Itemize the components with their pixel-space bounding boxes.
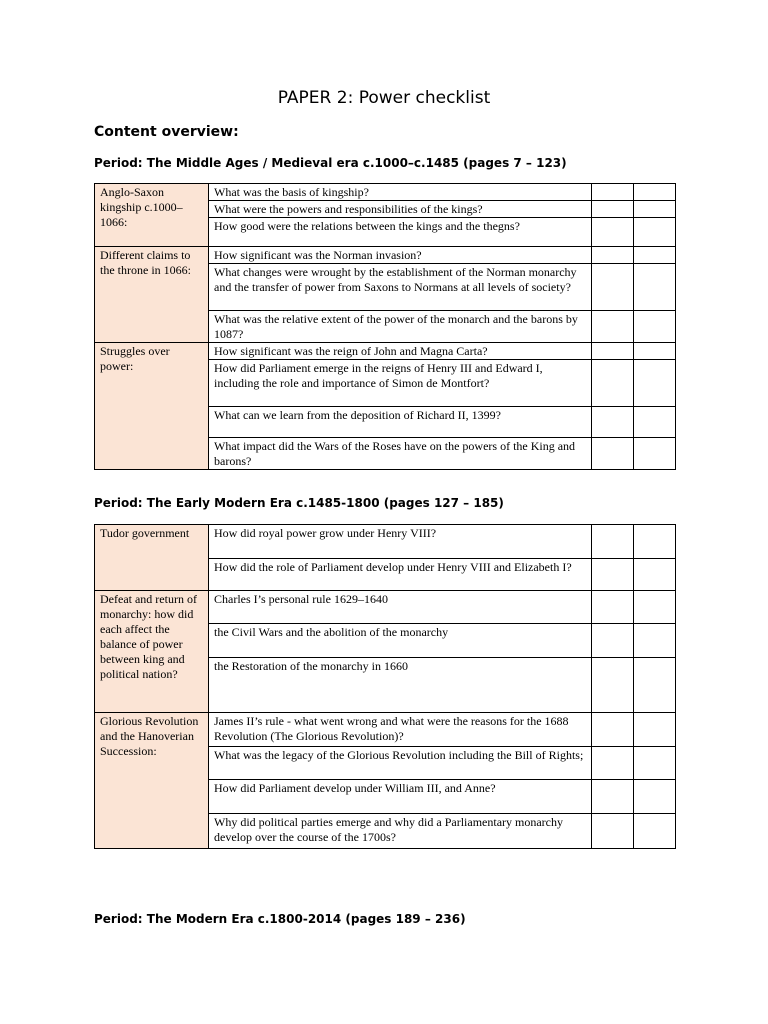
question-cell: What changes were wrought by the establishment of the Norman monarchy and the transfer of power from Saxons to Normans at all levels of society?	[209, 264, 592, 311]
table-row	[95, 247, 676, 264]
period-heading-early-modern: Period: The Early Modern Era c.1485-1800 (pages 127 – 185)	[94, 496, 504, 510]
checkbox-cell[interactable]	[634, 184, 676, 201]
checkbox-cell[interactable]	[634, 343, 676, 360]
theme-cell: Glorious Revolution and the Hanoverian Succession:	[95, 713, 209, 849]
checkbox-cell[interactable]	[592, 407, 634, 438]
theme-cell: Anglo-Saxon kingship c.1000–1066:	[95, 184, 209, 247]
checkbox-cell[interactable]	[592, 591, 634, 624]
checkbox-cell[interactable]	[634, 407, 676, 438]
table-row	[95, 343, 676, 360]
question-cell: How did royal power grow under Henry VIII?	[209, 525, 592, 559]
checkbox-cell[interactable]	[634, 780, 676, 814]
question-cell: How did Parliament emerge in the reigns of Henry III and Edward I, including the role and importance of Simon de Montfort?	[209, 360, 592, 407]
checkbox-cell[interactable]	[634, 814, 676, 849]
table-row	[95, 591, 676, 624]
theme-cell: Tudor government	[95, 525, 209, 591]
checkbox-cell[interactable]	[634, 525, 676, 559]
checkbox-cell[interactable]	[634, 264, 676, 311]
checkbox-cell[interactable]	[592, 814, 634, 849]
checkbox-cell[interactable]	[592, 624, 634, 658]
checkbox-cell[interactable]	[592, 525, 634, 559]
question-cell: What impact did the Wars of the Roses have on the powers of the King and barons?	[209, 438, 592, 470]
checkbox-cell[interactable]	[592, 218, 634, 247]
question-cell: How significant was the Norman invasion?	[209, 247, 592, 264]
checkbox-cell[interactable]	[592, 780, 634, 814]
table-row	[95, 713, 676, 747]
theme-cell: Struggles over power:	[95, 343, 209, 470]
checkbox-cell[interactable]	[592, 360, 634, 407]
checkbox-cell[interactable]	[592, 658, 634, 713]
checkbox-cell[interactable]	[592, 184, 634, 201]
checkbox-cell[interactable]	[634, 713, 676, 747]
checkbox-cell[interactable]	[634, 218, 676, 247]
question-cell: How did the role of Parliament develop under Henry VIII and Elizabeth I?	[209, 559, 592, 591]
checkbox-cell[interactable]	[592, 713, 634, 747]
checkbox-cell[interactable]	[634, 438, 676, 470]
question-cell: What was the relative extent of the power of the monarch and the barons by 1087?	[209, 311, 592, 343]
checkbox-cell[interactable]	[634, 747, 676, 780]
table-row	[95, 525, 676, 559]
table-row	[95, 184, 676, 201]
content-overview-heading: Content overview:	[94, 124, 239, 140]
period-heading-middle-ages: Period: The Middle Ages / Medieval era c.1000–c.1485 (pages 7 – 123)	[94, 156, 567, 170]
question-cell: the Civil Wars and the abolition of the monarchy	[209, 624, 592, 658]
question-cell: What was the basis of kingship?	[209, 184, 592, 201]
checkbox-cell[interactable]	[592, 559, 634, 591]
checkbox-cell[interactable]	[592, 247, 634, 264]
checkbox-cell[interactable]	[592, 438, 634, 470]
theme-cell: Different claims to the throne in 1066:	[95, 247, 209, 343]
question-cell: the Restoration of the monarchy in 1660	[209, 658, 592, 713]
checkbox-cell[interactable]	[634, 201, 676, 218]
checklist-table-early-modern	[94, 524, 676, 849]
checkbox-cell[interactable]	[634, 311, 676, 343]
question-cell: Charles I’s personal rule 1629–1640	[209, 591, 592, 624]
checkbox-cell[interactable]	[592, 311, 634, 343]
question-cell: What was the legacy of the Glorious Revolution including the Bill of Rights;	[209, 747, 592, 780]
question-cell: James II’s rule - what went wrong and what were the reasons for the 1688 Revolution (The Glorious Revolution)?	[209, 713, 592, 747]
question-cell: What were the powers and responsibilities of the kings?	[209, 201, 592, 218]
checkbox-cell[interactable]	[634, 360, 676, 407]
question-cell: What can we learn from the deposition of Richard II, 1399?	[209, 407, 592, 438]
checklist-table-middle-ages	[94, 183, 676, 470]
question-cell: Why did political parties emerge and why did a Parliamentary monarchy develop over the course of the 1700s?	[209, 814, 592, 849]
checkbox-cell[interactable]	[634, 624, 676, 658]
checkbox-cell[interactable]	[592, 264, 634, 311]
checkbox-cell[interactable]	[592, 343, 634, 360]
checkbox-cell[interactable]	[634, 591, 676, 624]
period-heading-modern: Period: The Modern Era c.1800-2014 (pages 189 – 236)	[94, 912, 466, 926]
checkbox-cell[interactable]	[634, 658, 676, 713]
theme-cell: Defeat and return of monarchy: how did each affect the balance of power between king and political nation?	[95, 591, 209, 713]
page-title: PAPER 2: Power checklist	[277, 88, 491, 108]
checkbox-cell[interactable]	[592, 201, 634, 218]
checkbox-cell[interactable]	[634, 559, 676, 591]
checkbox-cell[interactable]	[634, 247, 676, 264]
question-cell: How significant was the reign of John and Magna Carta?	[209, 343, 592, 360]
question-cell: How good were the relations between the kings and the thegns?	[209, 218, 592, 247]
checkbox-cell[interactable]	[592, 747, 634, 780]
question-cell: How did Parliament develop under William III, and Anne?	[209, 780, 592, 814]
